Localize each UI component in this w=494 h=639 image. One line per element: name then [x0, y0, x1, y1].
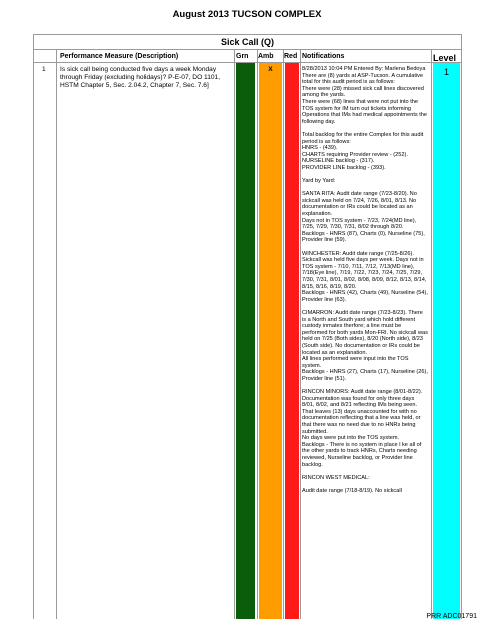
sick-call-table [33, 34, 462, 619]
header-red: Red [284, 53, 298, 60]
notifications-text [302, 66, 428, 501]
notification-paragraph: WINCHESTER: Audit date range (7/25-8/26). Sickcall was held five days per week. Days not in TOS system - 7/10, 7/11, 7/12, 7/13(MD line), 7/18(Eye line), 7/19, 7/22, 7/23, 7/24, 7/25, 7/29, 7/30, 7/31, 8/01, 8/02, 8/08, 8/09, 8/12, 8/13, 8/14, 8/15, 8/16, 8/19, 8/20. Backlogs - HNRS (42), Charts (49), Nurseline (54), Provider line (63). [302, 250, 428, 303]
column-divider [283, 50, 284, 619]
column-divider [431, 50, 432, 619]
column-divider [300, 50, 301, 619]
notification-paragraph: RINCON MINORS: Audit date range (8/01-8/22). Documentation was found for only three days 8/01, 8/02, and 8/21 reflecting IMs being seen. That leaves (13) days unaccounted for with no documentation reflecting that a line was held, or that there was no need due to no HNRs being submitted. No days were put into the TOS system. Backlogs - There is no system in place l ke all of the other yards to track HNRs, Charts needing reviewed, Nurseline backlog, or Provider line backlog. [302, 389, 423, 468]
row-number: 1 [42, 66, 46, 73]
notification-paragraph: 8/28/2013 10:04 PM Entered By: Marlena Bedoya There are (8) yards at ASP-Tucson. A cumulative total for this audit period is as follows: There were (28) missed sick call lines discovered among the yards. There were (68) lines that were not put into the TOS system for IM turn out tickets informing Operations that IMs had medical appointments the following day. [302, 66, 427, 125]
header-level: Level [433, 53, 457, 63]
document-title: August 2013 TUCSON COMPLEX [172, 9, 322, 20]
notification-paragraph: Audit date range (7/18-8/19). No sickcall [302, 488, 402, 494]
notification-paragraph: CIMARRON: Audit date range (7/23-8/23). There is a North and South yard which hold different custody inmates therfore; a line must be performed for both yards Mon-FRI. No sickcall was held on 7/25 (Both sides), 8/20 (North side), 8/23 (South side). No documentation or IRs could be located as an explanation. All lines performed were input into the TOS system. Backlogs - HNRS (27), Charts (17), Nurseline (26), Provider line (51). [302, 309, 428, 382]
column-divider [257, 50, 258, 619]
bates-number: PRR ADC01791 [426, 613, 477, 620]
green-status-bar [236, 63, 255, 619]
level-value: 1 [443, 67, 449, 77]
header-amb: Amb [258, 53, 274, 60]
column-divider [56, 50, 57, 619]
column-divider [234, 50, 235, 619]
amber-status-bar [259, 63, 282, 619]
red-status-bar [285, 63, 299, 619]
notification-paragraph: Total backlog for the entire Complex for this audit period is as follows: HNRS - (439). CHARTS requiring Provider review - (252). NURSELINE backlog - (317). PROVIDER LINE backlog - (393). [302, 131, 424, 171]
notification-paragraph: RINCON WEST MEDICAL: [302, 474, 370, 481]
header-notifications: Notifications [302, 53, 345, 60]
notification-paragraph: Yard by Yard: [302, 178, 336, 185]
level-bar [433, 63, 460, 619]
measure-description: Is sick call being conducted five days a week Monday through Friday (excluding holidays)? P-E-07, DO 1101, HSTM Chapter 5, Sec. 2.04.2, Chapter 7, Sec. 7.6] [60, 66, 221, 90]
notification-paragraph: SANTA RITA: Audit date range (7/23-8/20). No sickcall was held on 7/24, 7/26, 8/01, 8/13. No documentation or IRs could be located as an explanation. Days not in TOS system - 7/23, 7/24(MD line), 7/25, 7/29, 7/30, 7/31, 8/02 through 8/20. Backlogs - HNRS (87), Charts (0), Nurseline (75), Provider line (59). [302, 191, 425, 244]
section-title: Sick Call (Q) [34, 34, 461, 50]
header-measure: Performance Measure (Description) [60, 53, 179, 60]
amber-mark: X [268, 66, 273, 73]
header-grn: Grn [236, 53, 249, 60]
